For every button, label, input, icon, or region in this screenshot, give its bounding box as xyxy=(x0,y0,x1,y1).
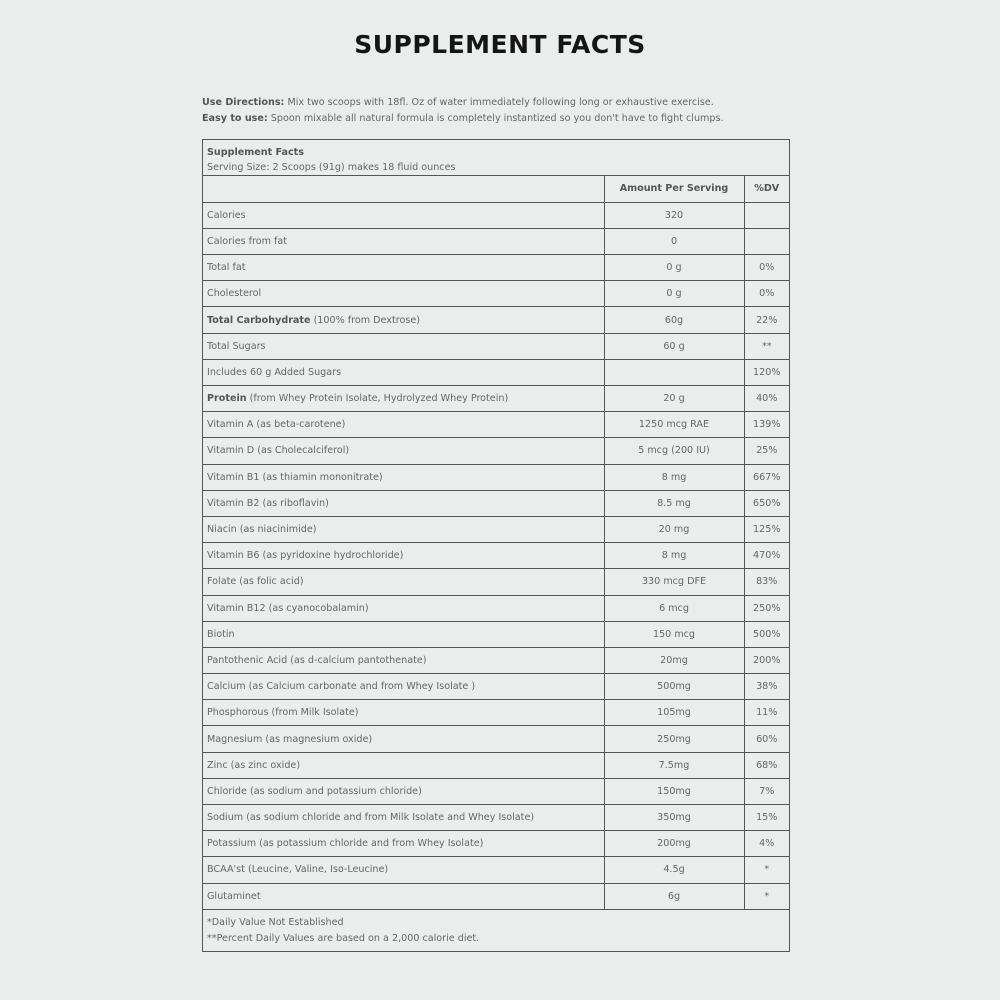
table-row xyxy=(203,831,789,857)
daily-value: 22% xyxy=(744,307,789,333)
amount-per-serving: 20mg xyxy=(604,647,744,673)
amount-per-serving: 8.5 mg xyxy=(604,490,744,516)
table-row xyxy=(203,516,789,542)
facts-footnotes xyxy=(203,910,789,951)
use-directions xyxy=(202,95,802,111)
daily-value: 0% xyxy=(744,255,789,281)
amount-per-serving: 7.5mg xyxy=(604,752,744,778)
amount-per-serving: 20 mg xyxy=(604,516,744,542)
nutrient-name-text: Calories from fat xyxy=(207,235,288,247)
nutrient-name xyxy=(203,464,604,490)
nutrient-name xyxy=(203,333,604,359)
amount-per-serving: 6g xyxy=(604,883,744,909)
facts-table xyxy=(203,176,789,910)
table-row xyxy=(203,647,789,673)
amount-per-serving: 250mg xyxy=(604,726,744,752)
amount-per-serving: 105mg xyxy=(604,700,744,726)
table-row xyxy=(203,883,789,909)
nutrient-name-text: Includes 60 g Added Sugars xyxy=(207,366,342,378)
nutrient-name xyxy=(203,726,604,752)
daily-value: * xyxy=(744,883,789,909)
nutrient-name xyxy=(203,412,604,438)
header-amount: Amount Per Serving xyxy=(604,176,744,202)
nutrient-name-text: Vitamin B6 (as pyridoxine hydrochloride) xyxy=(207,550,404,562)
serving-size: Serving Size: 2 Scoops (91g) makes 18 fluid ounces xyxy=(207,162,456,173)
nutrient-name xyxy=(203,883,604,909)
amount-per-serving: 8 mg xyxy=(604,464,744,490)
daily-value: ** xyxy=(744,333,789,359)
table-row xyxy=(203,726,789,752)
nutrient-name xyxy=(203,202,604,228)
daily-value: 83% xyxy=(744,569,789,595)
daily-value: 120% xyxy=(744,359,789,385)
nutrient-name xyxy=(203,543,604,569)
table-row xyxy=(203,595,789,621)
amount-per-serving: 350mg xyxy=(604,805,744,831)
daily-value xyxy=(744,202,789,228)
amount-per-serving: 0 g xyxy=(604,255,744,281)
nutrient-name xyxy=(203,831,604,857)
amount-per-serving: 0 g xyxy=(604,281,744,307)
nutrient-name xyxy=(203,359,604,385)
nutrient-name-text: Total fat xyxy=(207,262,246,274)
table-row xyxy=(203,857,789,883)
table-row xyxy=(203,464,789,490)
nutrient-name-text: BCAA'st (Leucine, Valine, Iso-Leucine) xyxy=(207,864,389,876)
nutrient-name-text: Glutaminet xyxy=(207,890,261,902)
table-row xyxy=(203,490,789,516)
amount-per-serving: 0 xyxy=(604,228,744,254)
nutrient-name-text: Biotin xyxy=(207,628,235,640)
nutrient-name-text: Vitamin B1 (as thiamin mononitrate) xyxy=(207,471,383,483)
footnote-percent-dv: **Percent Daily Values are based on a 2,000 calorie diet. xyxy=(207,932,480,944)
amount-per-serving: 150mg xyxy=(604,778,744,804)
nutrient-name xyxy=(203,386,604,412)
amount-per-serving: 5 mcg (200 IU) xyxy=(604,438,744,464)
daily-value: 470% xyxy=(744,543,789,569)
use-directions-label: Use Directions: xyxy=(202,97,285,108)
nutrient-name-text: Potassium (as potassium chloride and from Whey Isolate) xyxy=(207,838,484,850)
nutrient-name xyxy=(203,778,604,804)
nutrient-name xyxy=(203,569,604,595)
nutrient-name xyxy=(203,438,604,464)
table-row xyxy=(203,621,789,647)
amount-per-serving: 8 mg xyxy=(604,543,744,569)
nutrient-name xyxy=(203,307,604,333)
amount-per-serving: 60g xyxy=(604,307,744,333)
easy-to-use xyxy=(202,111,802,127)
intro-text xyxy=(202,95,802,127)
nutrient-name xyxy=(203,700,604,726)
nutrient-name-text: Phosphorous (from Milk Isolate) xyxy=(207,707,359,719)
nutrient-name xyxy=(203,805,604,831)
table-row xyxy=(203,674,789,700)
nutrient-name-text: Vitamin A (as beta-carotene) xyxy=(207,419,346,431)
nutrient-name xyxy=(203,281,604,307)
nutrient-name-text: (from Whey Protein Isolate, Hydrolyzed Whey Protein) xyxy=(246,393,509,405)
header-dv: %DV xyxy=(744,176,789,202)
amount-per-serving: 500mg xyxy=(604,674,744,700)
daily-value: 667% xyxy=(744,464,789,490)
amount-per-serving: 200mg xyxy=(604,831,744,857)
table-row xyxy=(203,307,789,333)
nutrient-name-text: Magnesium (as magnesium oxide) xyxy=(207,733,373,745)
nutrient-name-text: Chloride (as sodium and potassium chloride) xyxy=(207,785,422,797)
easy-to-use-text: Spoon mixable all natural formula is completely instantized so you don't have to fight clumps. xyxy=(270,113,724,124)
daily-value: 60% xyxy=(744,726,789,752)
table-row xyxy=(203,805,789,831)
amount-per-serving: 60 g xyxy=(604,333,744,359)
easy-to-use-label: Easy to use: xyxy=(202,113,268,124)
facts-table-body xyxy=(203,202,789,909)
daily-value: 500% xyxy=(744,621,789,647)
daily-value: * xyxy=(744,857,789,883)
table-row xyxy=(203,778,789,804)
nutrient-name-bold: Total Carbohydrate xyxy=(207,314,311,326)
nutrient-name xyxy=(203,621,604,647)
daily-value: 68% xyxy=(744,752,789,778)
nutrient-name-text: Vitamin B2 (as riboflavin) xyxy=(207,497,329,509)
nutrient-name-text: (100% from Dextrose) xyxy=(310,314,420,326)
table-row xyxy=(203,543,789,569)
amount-per-serving: 20 g xyxy=(604,386,744,412)
nutrient-name xyxy=(203,595,604,621)
daily-value: 650% xyxy=(744,490,789,516)
table-row xyxy=(203,359,789,385)
table-row xyxy=(203,333,789,359)
daily-value: 200% xyxy=(744,647,789,673)
daily-value: 139% xyxy=(744,412,789,438)
daily-value: 0% xyxy=(744,281,789,307)
nutrient-name-text: Total Sugars xyxy=(207,340,266,352)
page-title: SUPPLEMENT FACTS xyxy=(354,30,646,59)
table-row xyxy=(203,412,789,438)
amount-per-serving: 150 mcg xyxy=(604,621,744,647)
table-row xyxy=(203,569,789,595)
footnote-daily-value: *Daily Value Not Established xyxy=(207,916,344,928)
table-row xyxy=(203,386,789,412)
nutrient-name-bold: Protein xyxy=(207,393,247,405)
nutrient-name-text: Cholesterol xyxy=(207,288,262,300)
nutrient-name xyxy=(203,490,604,516)
amount-per-serving xyxy=(604,359,744,385)
daily-value: 250% xyxy=(744,595,789,621)
table-row xyxy=(203,228,789,254)
facts-heading: Supplement Facts xyxy=(207,147,304,158)
nutrient-name xyxy=(203,228,604,254)
amount-per-serving: 6 mcg xyxy=(604,595,744,621)
nutrient-name xyxy=(203,516,604,542)
daily-value xyxy=(744,228,789,254)
facts-header xyxy=(203,140,789,176)
nutrient-name-text: Zinc (as zinc oxide) xyxy=(207,759,301,771)
facts-table-header-row xyxy=(203,176,789,202)
nutrient-name-text: Niacin (as niacinimide) xyxy=(207,524,317,536)
daily-value: 125% xyxy=(744,516,789,542)
table-row xyxy=(203,255,789,281)
nutrient-name xyxy=(203,647,604,673)
daily-value: 4% xyxy=(744,831,789,857)
daily-value: 11% xyxy=(744,700,789,726)
nutrient-name xyxy=(203,857,604,883)
nutrient-name-text: Sodium (as sodium chloride and from Milk Isolate and Whey Isolate) xyxy=(207,812,535,824)
nutrient-name xyxy=(203,752,604,778)
daily-value: 15% xyxy=(744,805,789,831)
supplement-facts-panel xyxy=(202,139,790,952)
daily-value: 38% xyxy=(744,674,789,700)
amount-per-serving: 330 mcg DFE xyxy=(604,569,744,595)
header-nutrient xyxy=(203,176,604,202)
nutrient-name xyxy=(203,674,604,700)
nutrient-name xyxy=(203,255,604,281)
amount-per-serving: 320 xyxy=(604,202,744,228)
nutrient-name-text: Vitamin B12 (as cyanocobalamin) xyxy=(207,602,369,614)
use-directions-text: Mix two scoops with 18fl. Oz of water immediately following long or exhaustive exercise. xyxy=(287,97,714,108)
table-row xyxy=(203,700,789,726)
daily-value: 40% xyxy=(744,386,789,412)
table-row xyxy=(203,202,789,228)
nutrient-name-text: Vitamin D (as Cholecalciferol) xyxy=(207,445,350,457)
table-row xyxy=(203,752,789,778)
amount-per-serving: 4.5g xyxy=(604,857,744,883)
table-row xyxy=(203,438,789,464)
daily-value: 25% xyxy=(744,438,789,464)
nutrient-name-text: Calcium (as Calcium carbonate and from Whey Isolate ) xyxy=(207,681,476,693)
table-row xyxy=(203,281,789,307)
amount-per-serving: 1250 mcg RAE xyxy=(604,412,744,438)
nutrient-name-text: Calories xyxy=(207,209,246,221)
daily-value: 7% xyxy=(744,778,789,804)
nutrient-name-text: Pantothenic Acid (as d-calcium pantothenate) xyxy=(207,654,427,666)
nutrient-name-text: Folate (as folic acid) xyxy=(207,576,304,588)
